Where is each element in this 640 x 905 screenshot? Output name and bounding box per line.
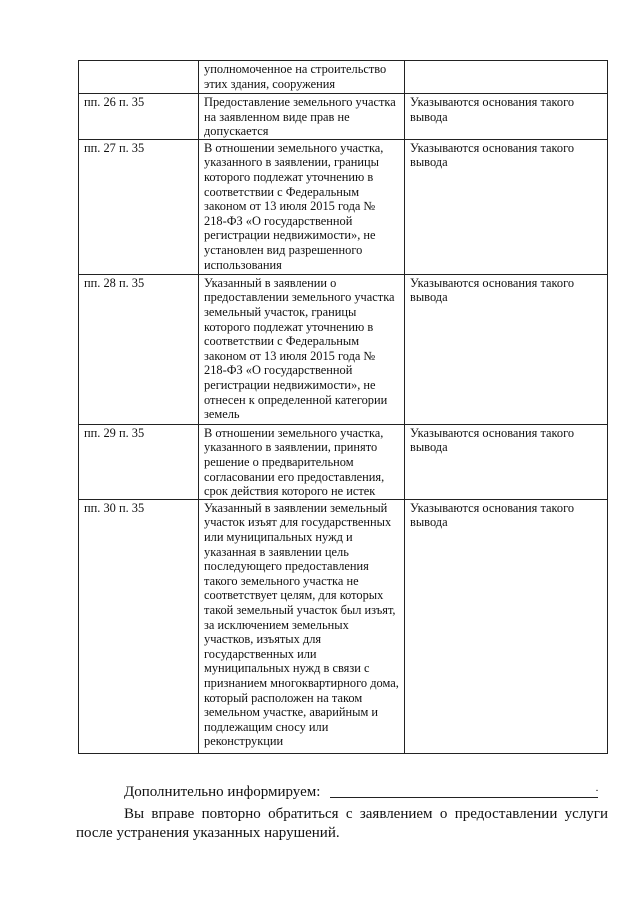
explanation-cell: Указываются основания такого вывода: [405, 274, 608, 424]
explanation-cell: Указываются основания такого вывода: [405, 424, 608, 499]
additional-info-line: [76, 783, 608, 802]
additional-info-label: Дополнительно информируем:: [124, 784, 321, 800]
clause-cell: пп. 29 п. 35: [79, 424, 199, 499]
ground-cell: В отношении земельного участка, указанного в заявлении, принято решение о предварительном согласовании его предоставления, срок действия которого не истек: [199, 424, 405, 499]
explanation-cell: Указываются основания такого вывода: [405, 139, 608, 274]
ground-cell: уполномоченное на строительство этих здания, сооружения: [199, 61, 405, 94]
clause-cell: [79, 61, 199, 94]
ground-cell: Предоставление земельного участка на заявленном виде прав не допускается: [199, 94, 405, 140]
additional-info-end: .: [595, 782, 599, 794]
explanation-cell: [405, 61, 608, 94]
letter-footer: [76, 783, 608, 843]
table-row: [79, 424, 608, 499]
ground-cell: В отношении земельного участка, указанного в заявлении, границы которого подлежат уточнению в соответствии с Федеральным законом от 13 июля 2015 года № 218-ФЗ «О государственной регистрации недвижимости», не установлен вид разрешенного использования: [199, 139, 405, 274]
refusal-grounds-table: [78, 60, 608, 754]
ground-cell: Указанный в заявлении земельный участок изъят для государственных или муниципальных нужд и указанная в заявлении цель последующего предоставления такого земельного участка не соответствует целям, для которых такой земельный участок был изъят, за исключением земельных участков, изъятых для государственных или муниципальных нужд в связи с признанием многоквартирного дома, который расположен на таком земельном участке, аварийным и подлежащим сносу или реконструкции: [199, 499, 405, 753]
additional-info-blank: [330, 783, 598, 798]
table-row: [79, 94, 608, 140]
reapply-paragraph: Вы вправе повторно обратиться с заявлением о предоставлении услуги после устранения указанных нарушений.: [76, 806, 608, 841]
clause-cell: пп. 30 п. 35: [79, 499, 199, 753]
table-row: [79, 274, 608, 424]
clause-cell: пп. 27 п. 35: [79, 139, 199, 274]
explanation-cell: Указываются основания такого вывода: [405, 94, 608, 140]
ground-cell: Указанный в заявлении о предоставлении земельного участка земельный участок, границы которого подлежат уточнению в соответствии с Федеральным законом от 13 июля 2015 года № 218-ФЗ «О государственной регистрации недвижимости», не отнесен к определенной категории земель: [199, 274, 405, 424]
table-row: [79, 139, 608, 274]
table-row: [79, 61, 608, 94]
clause-cell: пп. 28 п. 35: [79, 274, 199, 424]
clause-cell: пп. 26 п. 35: [79, 94, 199, 140]
explanation-cell: Указываются основания такого вывода: [405, 499, 608, 753]
table-row: [79, 499, 608, 753]
